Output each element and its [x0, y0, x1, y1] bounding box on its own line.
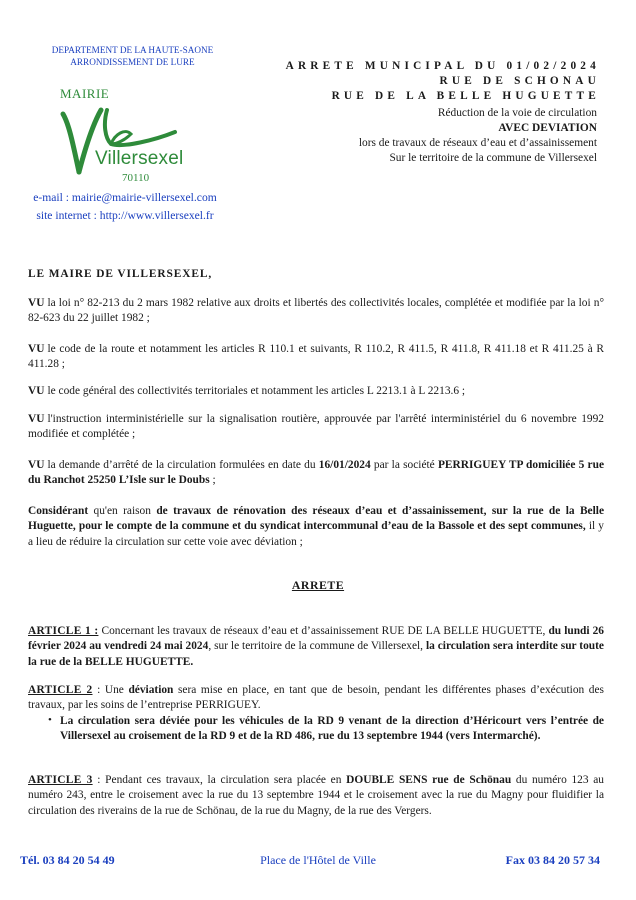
vu-paragraph-2 — [28, 342, 604, 373]
article-2 — [28, 683, 604, 714]
subject-line-3: lors de travaux de réseaux d’eau et d’assainissement — [358, 137, 597, 149]
arrete-heading: ARRETE — [291, 578, 345, 592]
vu-text: l'instruction interministérielle sur la signalisation routière, approuvée par l'arrêté interministériel du 6 novembre 1992 modifiée et complétée ; — [28, 413, 604, 441]
vu-paragraph-4 — [28, 412, 604, 443]
department-block — [0, 44, 265, 68]
works-description: de travaux de rénovation des réseaux d’eau et d’assainissement, sur la rue de la Belle Huguette, pour le compte de la commune et du syndicat intercommunal d’eau de la Bassole et des sept communes, — [28, 505, 604, 533]
article-1-label: ARTICLE 1 : — [28, 625, 99, 637]
vu-text: le code de la route et notamment les articles R 110.1 et suivants, R 110.2, R 411.5, R 411.8, R 411.18 et R 411.25 à R 411.28 ; — [28, 343, 604, 371]
vu-text: la loi n° 82-213 du 2 mars 1982 relative aux droits et libertés des collectivités locales, complétée et modifiée par la loi n° 82-623 du 22 juillet 1982 ; — [28, 297, 604, 325]
traffic-prohibition: la circulation sera interdite sur toute la rue de la BELLE HUGUETTE. — [28, 640, 604, 668]
subject-line-4: Sur le territoire de la commune de Villersexel — [389, 152, 597, 164]
department-name: DEPARTEMENT DE LA HAUTE-SAONE — [51, 45, 214, 55]
vu-label: VU — [28, 459, 45, 471]
vu-label: VU — [28, 413, 45, 425]
considerant-text: il y a lieu de réduire la circulation sur cette voie avec déviation ; — [28, 520, 604, 548]
subject-line-1: Réduction de la voie de circulation — [437, 107, 597, 119]
subject-deviation: AVEC DEVIATION — [498, 122, 597, 134]
vu-text: le code général des collectivités territoriales et notamment les articles L 2213.1 à L 2213.6 ; — [47, 385, 466, 397]
arrondissement-name: ARRONDISSEMENT DE LURE — [70, 57, 195, 67]
postcode: 70110 — [122, 172, 150, 184]
article-text: Concernant les travaux de réseaux d’eau et d’assainissement RUE DE LA BELLE HUGUETTE, — [98, 625, 549, 637]
article-text: : Pendant ces travaux, la circulation sera placée en — [92, 774, 347, 786]
street-belle-huguette: RUE DE LA BELLE HUGUETTE — [331, 90, 600, 102]
article-text: : Une — [92, 684, 129, 696]
email-link[interactable]: e-mail : mairie@mairie-villersexel.com — [33, 191, 217, 204]
decree-title: ARRETE MUNICIPAL DU 01/02/2024 — [285, 60, 600, 72]
article-text: du numéro 123 au numéro 243, entre le croisement avec la rue du 13 septembre 1944 et le croisement avec la rue du Magny pour fluidifier la circulation des riverains de la rue de Schönau, de la rue du Magny, de la rue des Vergers. — [28, 774, 604, 817]
bullet-point: • — [48, 714, 52, 726]
company-name: PERRIGUEY TP domiciliée 5 rue du Ranchot 25250 L’Isle sur le Doubs — [28, 459, 604, 487]
vu-paragraph-1 — [28, 296, 604, 327]
street-schonau: RUE DE SCHONAU — [439, 75, 600, 87]
footer-phone: Tél. 03 84 20 54 49 — [20, 853, 115, 867]
vu-label: VU — [28, 385, 45, 397]
footer-address: Place de l'Hôtel de Ville — [260, 853, 376, 867]
article-3 — [28, 773, 604, 819]
vu-paragraph-3 — [28, 384, 604, 399]
deviation-word: déviation — [128, 684, 174, 696]
considerant-text: qu'en raison — [88, 505, 157, 517]
vu-label: VU — [28, 343, 45, 355]
article-1 — [28, 624, 604, 670]
vu-label: VU — [28, 297, 45, 309]
considerant-paragraph — [28, 504, 604, 550]
website-link[interactable]: site internet : http://www.villersexel.fr — [36, 209, 214, 222]
works-period: du lundi 26 février 2024 au vendredi 24 mai 2024 — [28, 625, 604, 653]
deviation-bullet: La circulation sera déviée pour les véhicules de la RD 9 venant de la direction d’Héricourt vers l’entrée de Villersexel au croisement de la RD 9 et de la RD 486, rue du 13 septembre 1944 (vers Intermarché). — [60, 715, 604, 743]
article-text: sera mise en place, en tant que de besoin, pendant les différentes phases d’exécution des travaux, par les soins de l’entreprise PERRIGUEY. — [28, 684, 604, 712]
maire-heading: LE MAIRE DE VILLERSEXEL, — [28, 268, 213, 280]
town-name: Villersexel — [95, 148, 184, 169]
vu-text: ; — [209, 474, 216, 487]
request-date: 16/01/2024 — [318, 459, 371, 471]
article-text: , sur le territoire de la commune de Villersexel, — [208, 640, 426, 653]
double-sens: DOUBLE SENS rue de Schönau — [346, 774, 512, 786]
considerant-label: Considérant — [28, 505, 89, 517]
vu-text: la demande d’arrêté de la circulation formulées en date du — [47, 459, 319, 471]
mairie-label: MAIRIE — [60, 86, 110, 101]
vu-paragraph-5 — [28, 458, 604, 489]
footer-fax: Fax 03 84 20 57 34 — [505, 853, 600, 867]
article-2-label: ARTICLE 2 — [28, 684, 93, 696]
article-3-label: ARTICLE 3 — [28, 774, 93, 786]
vu-text: par la société — [370, 459, 438, 471]
